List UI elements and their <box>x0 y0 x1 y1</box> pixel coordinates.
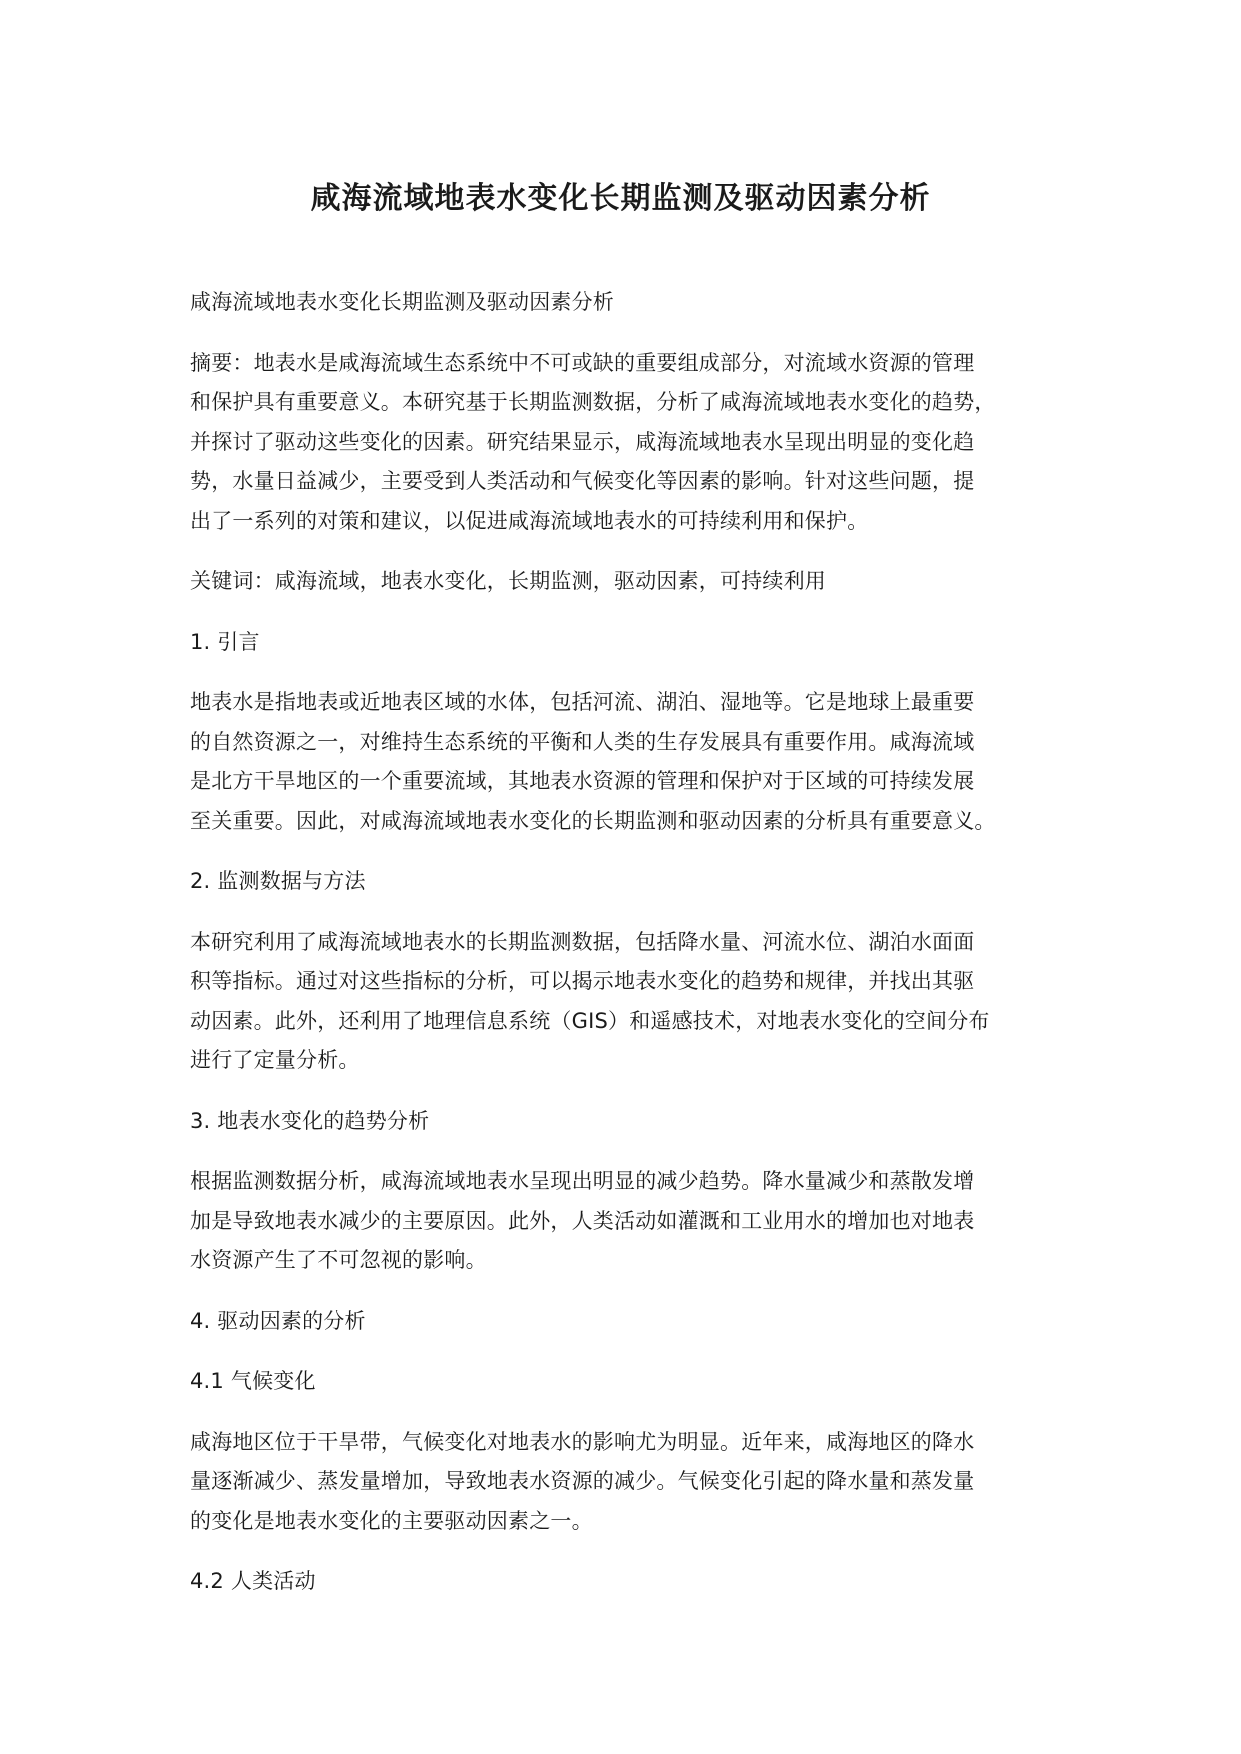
text-line: 是北方干旱地区的一个重要流域，其地表水资源的管理和保护对于区域的可持续发展 <box>190 769 975 793</box>
text-line: 的自然资源之一，对维持生态系统的平衡和人类的生存发展具有重要作用。咸海流域 <box>190 729 975 754</box>
text-line: 3. 地表水变化的趋势分析 <box>190 1108 430 1133</box>
document-title: 咸海流域地表水变化长期监测及驱动因素分析 <box>310 181 931 216</box>
subtitle-paragraph <box>190 283 1070 323</box>
text-line: 量逐渐减少、蒸发量增加，导致地表水资源的减少。气候变化引起的降水量和蒸发量 <box>190 1469 975 1493</box>
text-line: 水资源产生了不可忽视的影响。 <box>190 1248 487 1272</box>
text-line: 积等指标。通过对这些指标的分析，可以揭示地表水变化的趋势和规律，并找出其驱 <box>190 969 975 993</box>
text-line: 关键词：咸海流域，地表水变化，长期监测，驱动因素，可持续利用 <box>190 569 826 593</box>
text-line: 动因素。此外，还利用了地理信息系统（GIS）和遥感技术，对地表水变化的空间分布 <box>190 1008 990 1033</box>
text-line: 进行了定量分析。 <box>190 1048 360 1072</box>
document-body <box>190 283 1070 1623</box>
text-line: 摘要：地表水是咸海流域生态系统中不可或缺的重要组成部分，对流域水资源的管理 <box>190 350 975 375</box>
data-methods-paragraph <box>190 923 1070 1081</box>
trend-analysis-paragraph <box>190 1162 1070 1281</box>
text-line: 和保护具有重要意义。本研究基于长期监测数据，分析了咸海流域地表水变化的趋势， <box>190 390 996 414</box>
text-line: 4. 驱动因素的分析 <box>190 1308 366 1333</box>
text-line: 1. 引言 <box>190 629 260 654</box>
section-heading-introduction <box>190 623 1070 663</box>
subsection-heading-climate-change <box>190 1362 1070 1402</box>
section-heading-driving-factors <box>190 1302 1070 1342</box>
text-line: 咸海流域地表水变化长期监测及驱动因素分析 <box>190 290 614 314</box>
text-line: 并探讨了驱动这些变化的因素。研究结果显示，咸海流域地表水呈现出明显的变化趋 <box>190 429 975 454</box>
abstract-paragraph <box>190 344 1070 542</box>
text-line: 的变化是地表水变化的主要驱动因素之一。 <box>190 1508 593 1533</box>
text-line: 本研究利用了咸海流域地表水的长期监测数据，包括降水量、河流水位、湖泊水面面 <box>190 929 975 954</box>
text-line: 根据监测数据分析，咸海流域地表水呈现出明显的减少趋势。降水量减少和蒸散发增 <box>190 1169 975 1193</box>
text-line: 至关重要。因此，对咸海流域地表水变化的长期监测和驱动因素的分析具有重要意义。 <box>190 808 996 833</box>
section-heading-trend-analysis <box>190 1102 1070 1142</box>
text-line: 地表水是指地表或近地表区域的水体，包括河流、湖泊、湿地等。它是地球上最重要 <box>190 690 975 714</box>
climate-change-paragraph <box>190 1423 1070 1542</box>
text-line: 势，水量日益减少，主要受到人类活动和气候变化等因素的影响。针对这些问题，提 <box>190 469 975 493</box>
text-line: 4.1 气候变化 <box>190 1369 316 1393</box>
text-line: 加是导致地表水减少的主要原因。此外，人类活动如灌溉和工业用水的增加也对地表 <box>190 1208 975 1233</box>
text-line: 2. 监测数据与方法 <box>190 869 366 893</box>
introduction-paragraph <box>190 683 1070 841</box>
subsection-heading-human-activity <box>190 1562 1070 1602</box>
section-heading-data-methods <box>190 862 1070 902</box>
keywords-paragraph <box>190 562 1070 602</box>
text-line: 咸海地区位于干旱带，气候变化对地表水的影响尤为明显。近年来，咸海地区的降水 <box>190 1429 975 1454</box>
text-line: 4.2 人类活动 <box>190 1569 316 1593</box>
text-line: 出了一系列的对策和建议，以促进咸海流域地表水的可持续利用和保护。 <box>190 508 869 533</box>
